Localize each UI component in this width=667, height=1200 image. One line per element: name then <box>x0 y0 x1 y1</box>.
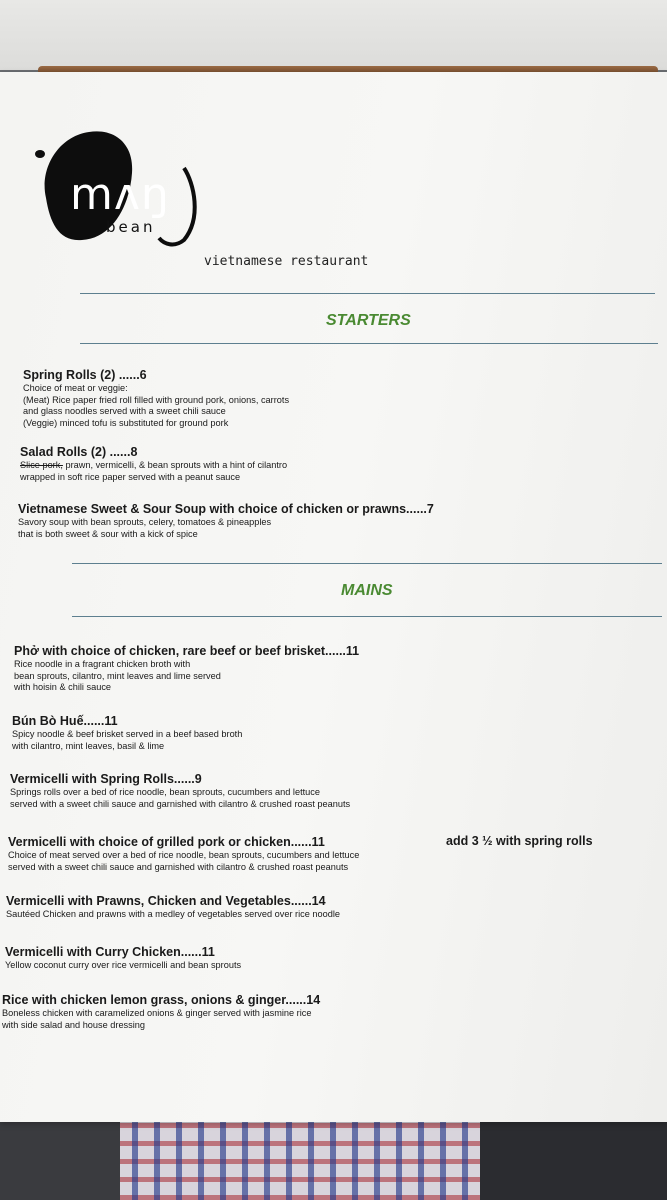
struck-text: Slice pork, <box>20 460 63 470</box>
item-desc: with hoisin & chili sauce <box>14 682 112 693</box>
item-desc: and glass noodles served with a sweet chili sauce <box>23 406 226 417</box>
item-name: Salad Rolls (2) ......8 <box>20 445 138 459</box>
divider <box>72 563 662 564</box>
menu-item <box>5 944 241 972</box>
menu-item <box>14 643 359 694</box>
item-desc: (Veggie) minced tofu is substituted for ground pork <box>23 417 229 428</box>
item-desc: Yellow coconut curry over rice vermicelli and bean sprouts <box>5 960 242 970</box>
item-desc: Springs rolls over a bed of rice noodle, bean sprouts, cucumbers and lettuce <box>10 787 320 797</box>
menu-item <box>6 893 340 921</box>
item-desc: Boneless chicken with caramelized onions & ginger served with jasmine rice <box>2 1008 312 1018</box>
menu-item <box>12 713 242 752</box>
item-desc: Choice of meat or veggie: <box>23 383 128 393</box>
section-title-mains: MAINS <box>341 582 393 599</box>
logo-wordmark: mʌŋ <box>70 169 170 220</box>
item-name: Vermicelli with Prawns, Chicken and Vegetables......14 <box>6 894 326 908</box>
menu-item <box>20 444 287 483</box>
menu-item <box>10 771 350 810</box>
side-note: add 3 ½ with spring rolls <box>446 834 593 848</box>
item-desc: served with a sweet chili sauce and garnished with cilantro & crushed roast peanuts <box>8 861 349 872</box>
tagline: vietnamese restaurant <box>204 254 369 269</box>
item-name: Phở with choice of chicken, rare beef or beef brisket......11 <box>14 644 360 658</box>
menu-item <box>18 501 434 540</box>
item-desc: (Meat) Rice paper fried roll filled with ground pork, onions, carrots <box>23 394 290 405</box>
item-desc: served with a sweet chili sauce and garnished with cilantro & crushed roast peanuts <box>10 798 351 809</box>
item-desc-rest: prawn, vermicelli, & bean sprouts with a hint of cilantro <box>62 460 288 470</box>
section-title-starters: STARTERS <box>326 312 411 329</box>
item-desc: that is both sweet & sour with a kick of spice <box>18 528 198 539</box>
tablecloth-shadow-right <box>480 1122 667 1200</box>
menu-item <box>2 992 320 1031</box>
item-desc: Sautéed Chicken and prawns with a medley of vegetables served over rice noodle <box>6 909 341 919</box>
divider <box>80 343 658 344</box>
item-name: Vermicelli with choice of grilled pork or chicken......11 <box>8 835 325 849</box>
item-name: Bún Bò Huế......11 <box>12 714 118 728</box>
menu-item <box>23 367 289 429</box>
item-desc: with side salad and house dressing <box>2 1019 146 1030</box>
item-desc: Rice noodle in a fragrant chicken broth with <box>14 659 191 669</box>
item-name: Vietnamese Sweet & Sour Soup with choice of chicken or prawns......7 <box>18 502 434 516</box>
item-name: Rice with chicken lemon grass, onions & ginger......14 <box>2 993 321 1007</box>
background-top <box>0 0 667 70</box>
item-desc: with cilantro, mint leaves, basil & lime <box>12 740 165 751</box>
logo-subtext: bean <box>106 218 156 236</box>
divider <box>72 616 662 617</box>
tablecloth-shadow-left <box>0 1122 120 1200</box>
item-desc: Choice of meat served over a bed of rice noodle, bean sprouts, cucumbers and lettuce <box>8 850 360 860</box>
item-desc: wrapped in soft rice paper served with a peanut sauce <box>20 471 241 482</box>
item-desc: Spicy noodle & beef brisket served in a beef based broth <box>12 729 243 739</box>
item-desc: bean sprouts, cilantro, mint leaves and lime served <box>14 670 221 681</box>
divider <box>80 293 655 294</box>
item-name: Vermicelli with Spring Rolls......9 <box>10 772 202 786</box>
menu-item <box>8 834 359 873</box>
item-desc <box>20 460 287 472</box>
item-desc: Savory soup with bean sprouts, celery, tomatoes & pineapples <box>18 517 272 527</box>
item-name: Spring Rolls (2) ......6 <box>23 368 147 382</box>
item-name: Vermicelli with Curry Chicken......11 <box>5 945 215 959</box>
